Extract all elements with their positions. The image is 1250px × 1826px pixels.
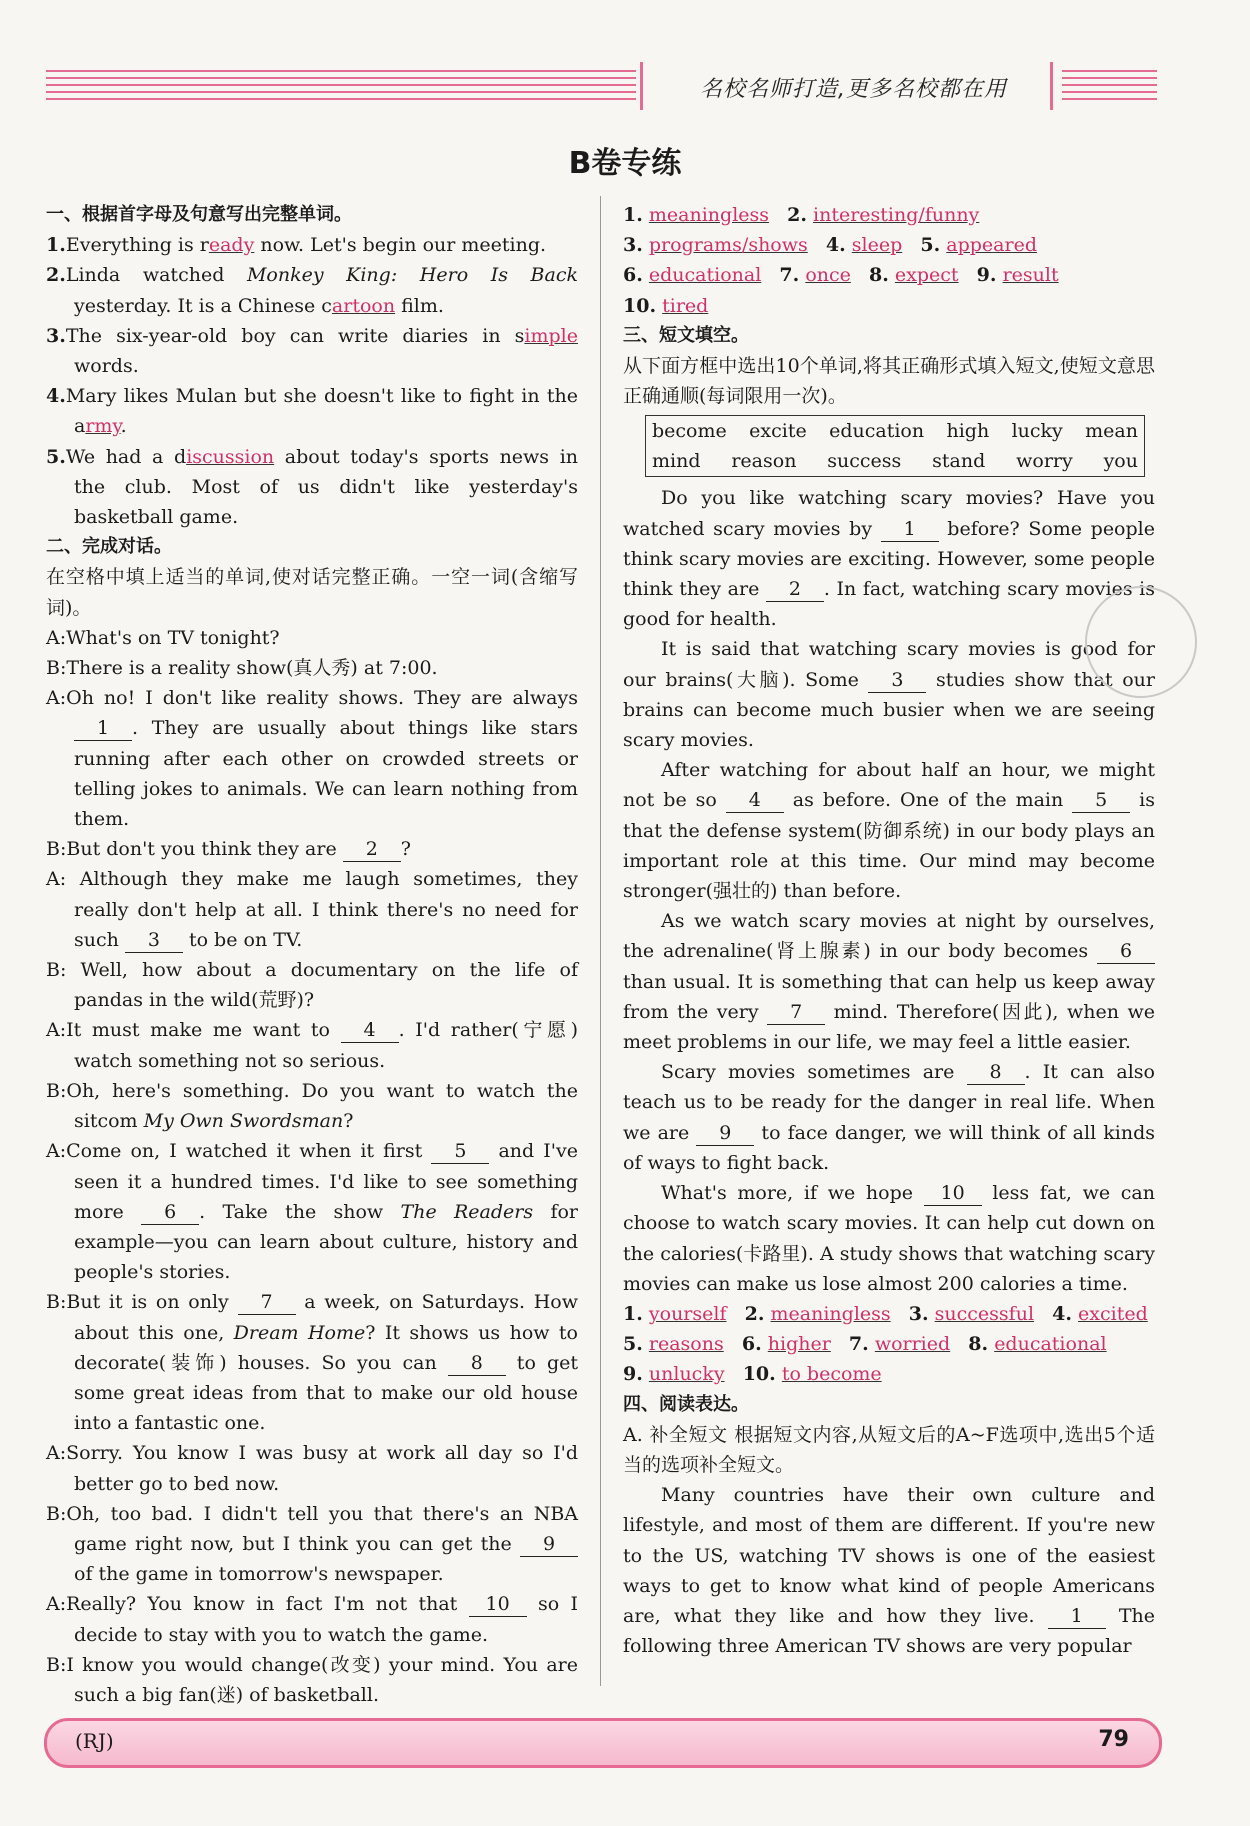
blank: 2 [766,577,824,602]
answer-row: 1. meaningless 2. interesting/funny [623,204,980,226]
blank: 4 [726,788,784,813]
dialogue-line: A:Really? You know in fact I'm not that 10 so I decide to stay with you to watch the game. [46,1593,578,1646]
right-column [623,200,1155,1661]
answer-text: iscussion [186,445,275,468]
blank: 9 [520,1532,578,1557]
passage-paragraph: Many countries have their own culture and lifestyle, and most of them are different. If you're new to the US, watching TV shows is one of the easiest ways to get to know what kind of people Americans are, what they like and how they live. 1 The following three American TV shows are very popular [623,1484,1155,1658]
blank: 4 [341,1018,399,1043]
answer-text: rmy [85,415,121,438]
blank: 5 [431,1139,489,1164]
blank: 10 [924,1181,982,1206]
page-footer [44,1718,1162,1768]
header-divider [640,62,643,110]
answer-text: eady [208,234,255,257]
page-number: 79 [1098,1727,1129,1752]
section-2-instructions: 在空格中填上适当的单词,使对话完整正确。一空一词(含缩写词)。 [46,566,578,619]
dialogue-line: B:There is a reality show(真人秀) at 7:00. [46,657,438,680]
blank: 6 [141,1200,199,1225]
blank: 3 [868,668,926,693]
question-item: 4.Mary likes Mulan but she doesn't like to fight in the army. [46,385,578,438]
passage-paragraph: What's more, if we hope 10 less fat, we can choose to watch scary movies. It can help cut down on the calories(卡路里). A study shows that watching scary movies can make us lose almost 200 calories a time. [623,1182,1155,1295]
header-divider [1050,62,1053,110]
blank: 6 [1097,939,1155,964]
dialogue-line: B:Oh, too bad. I didn't tell you that there's an NBA game right now, but I think you can get the 9 of the game in tomorrow's newspaper. [46,1502,578,1586]
blank: 10 [469,1592,527,1617]
passage-paragraph: After watching for about half an hour, we might not be so 4 as before. One of the main 5 is that the defense system(防御系统) in our body plays an important role at this time. Our mind may become stronger(强壮的) than before. [623,759,1155,903]
section-3-instructions: 从下面方框中选出10个单词,将其正确形式填入短文,使短文意思正确通顺(每词限用一次)。 [623,355,1155,408]
word-bank [645,415,1145,477]
dialogue-line: B:But don't you think they are 2 ? [46,838,411,861]
dialogue-line: A:Come on, I watched it when it first 5 and I've seen it a hundred times. I'd like to see something more 6 . Take the show The Readers for example—you can learn about culture, history and people's stories. [46,1140,578,1284]
answer-text: artoon [331,294,396,317]
section-1-heading: 一、根据首字母及句意写出完整单词。 [46,204,352,225]
answer-row: 1. yourself 2. meaningless 3. successful 4. excited [623,1302,1148,1325]
blank: 1 [881,517,939,542]
answer-row: 9. unlucky 10. to become [623,1363,882,1386]
blank: 7 [767,1000,825,1025]
dialogue-line: B:But it is on only 7 a week, on Saturdays. How about this one, Dream Home? It shows us how to decorate(装饰) houses. So you can 8 to get some great ideas from that to make our old house into a fantastic one. [46,1291,578,1435]
dialogue-line: B:I know you would change(改变) your mind. You are such a big fan(迷) of basketball. [46,1653,578,1706]
passage-paragraph: As we watch scary movies at night by ourselves, the adrenaline(肾上腺素) in our body becomes 6 than usual. It is something that can help us keep away from the very 7 mind. Therefore(因此), when we meet problems in our life, we may feel a little easier. [623,910,1155,1054]
blank: 2 [343,837,401,862]
blank: 1 [1048,1604,1106,1629]
header-decoration-left [46,70,636,104]
section-2-heading: 二、完成对话。 [46,536,172,558]
dialogue-line: B:Oh, here's something. Do you want to watch the sitcom My Own Swordsman? [46,1079,578,1133]
passage-paragraph: It is said that watching scary movies is good for our brains(大脑). Some 3 studies show that our brains can become much busier when we are seeing scary movies. [623,638,1155,752]
dialogue-line: A:What's on TV tonight? [46,626,280,649]
word-bank-row: become excite education high lucky mean [652,420,1138,443]
page-title: B卷专练 [568,146,682,181]
dialogue-line: A: Although they make me laugh sometimes, they really don't help at all. I think there's no need for such 3 to be on TV. [46,868,578,951]
section-4-instructions: A. 补全短文 根据短文内容,从短文后的A~F选项中,选出5个适当的选项补全短文。 [623,1423,1155,1476]
question-item: 3.The six-year-old boy can write diaries in simple words. [46,324,578,378]
column-divider [600,196,601,1686]
question-item: 1.Everything is ready now. Let's begin our meeting. [46,234,547,257]
answer-row: 5. reasons 6. higher 7. worried 8. educational [623,1333,1107,1356]
answer-row: 10. tired [623,294,709,317]
dialogue-line: B: Well, how about a documentary on the life of pandas in the wild(荒野)? [46,959,578,1012]
edition-label: (RJ) [75,1729,114,1753]
question-item: 2.Linda watched Monkey King: Hero Is Back yesterday. It is a Chinese cartoon film. [46,264,579,317]
passage-paragraph: Scary movies sometimes are 8 . It can also teach us to be ready for the danger in real life. When we are 9 to face danger, we will think of all kinds of ways to fight back. [623,1061,1155,1174]
blank: 3 [125,928,183,953]
left-column [46,200,578,1710]
dialogue-line: A:It must make me want to 4 . I'd rather(宁愿) watch something not so serious. [46,1019,578,1072]
header-slogan: 名校名师打造,更多名校都在用 [700,77,1007,102]
dialogue-line: A:Oh no! I don't like reality shows. They are always 1 . They are usually about things like stars running after each other on crowded streets or telling jokes to animals. We can learn nothing from them. [46,687,578,831]
blank: 5 [1072,788,1130,813]
blank: 7 [238,1290,296,1315]
header-decoration-right [1062,70,1157,104]
dialogue-line: A:Sorry. You know I was busy at work all day so I'd better go to bed now. [46,1442,578,1495]
answer-row: 6. educational 7. once 8. expect 9. result [623,264,1059,287]
word-bank-row: mind reason success stand worry you [652,450,1138,473]
blank: 1 [74,716,132,741]
passage-paragraph: Do you like watching scary movies? Have you watched scary movies by 1 before? Some people think scary movies are exciting. However, some people think they are 2 . In fact, watching scary movies is good for health. [623,487,1155,631]
section-3-heading: 三、短文填空。 [623,324,749,346]
blank: 8 [448,1351,506,1376]
answer-row: 3. programs/shows 4. sleep 5. appeared [623,234,1037,257]
blank: 9 [696,1121,754,1146]
question-item: 5.We had a discussion about today's sports news in the club. Most of us didn't like yesterday's basketball game. [46,445,579,529]
section-4-heading: 四、阅读表达。 [623,1393,749,1415]
blank: 8 [967,1060,1025,1085]
answer-text: imple [524,324,578,347]
